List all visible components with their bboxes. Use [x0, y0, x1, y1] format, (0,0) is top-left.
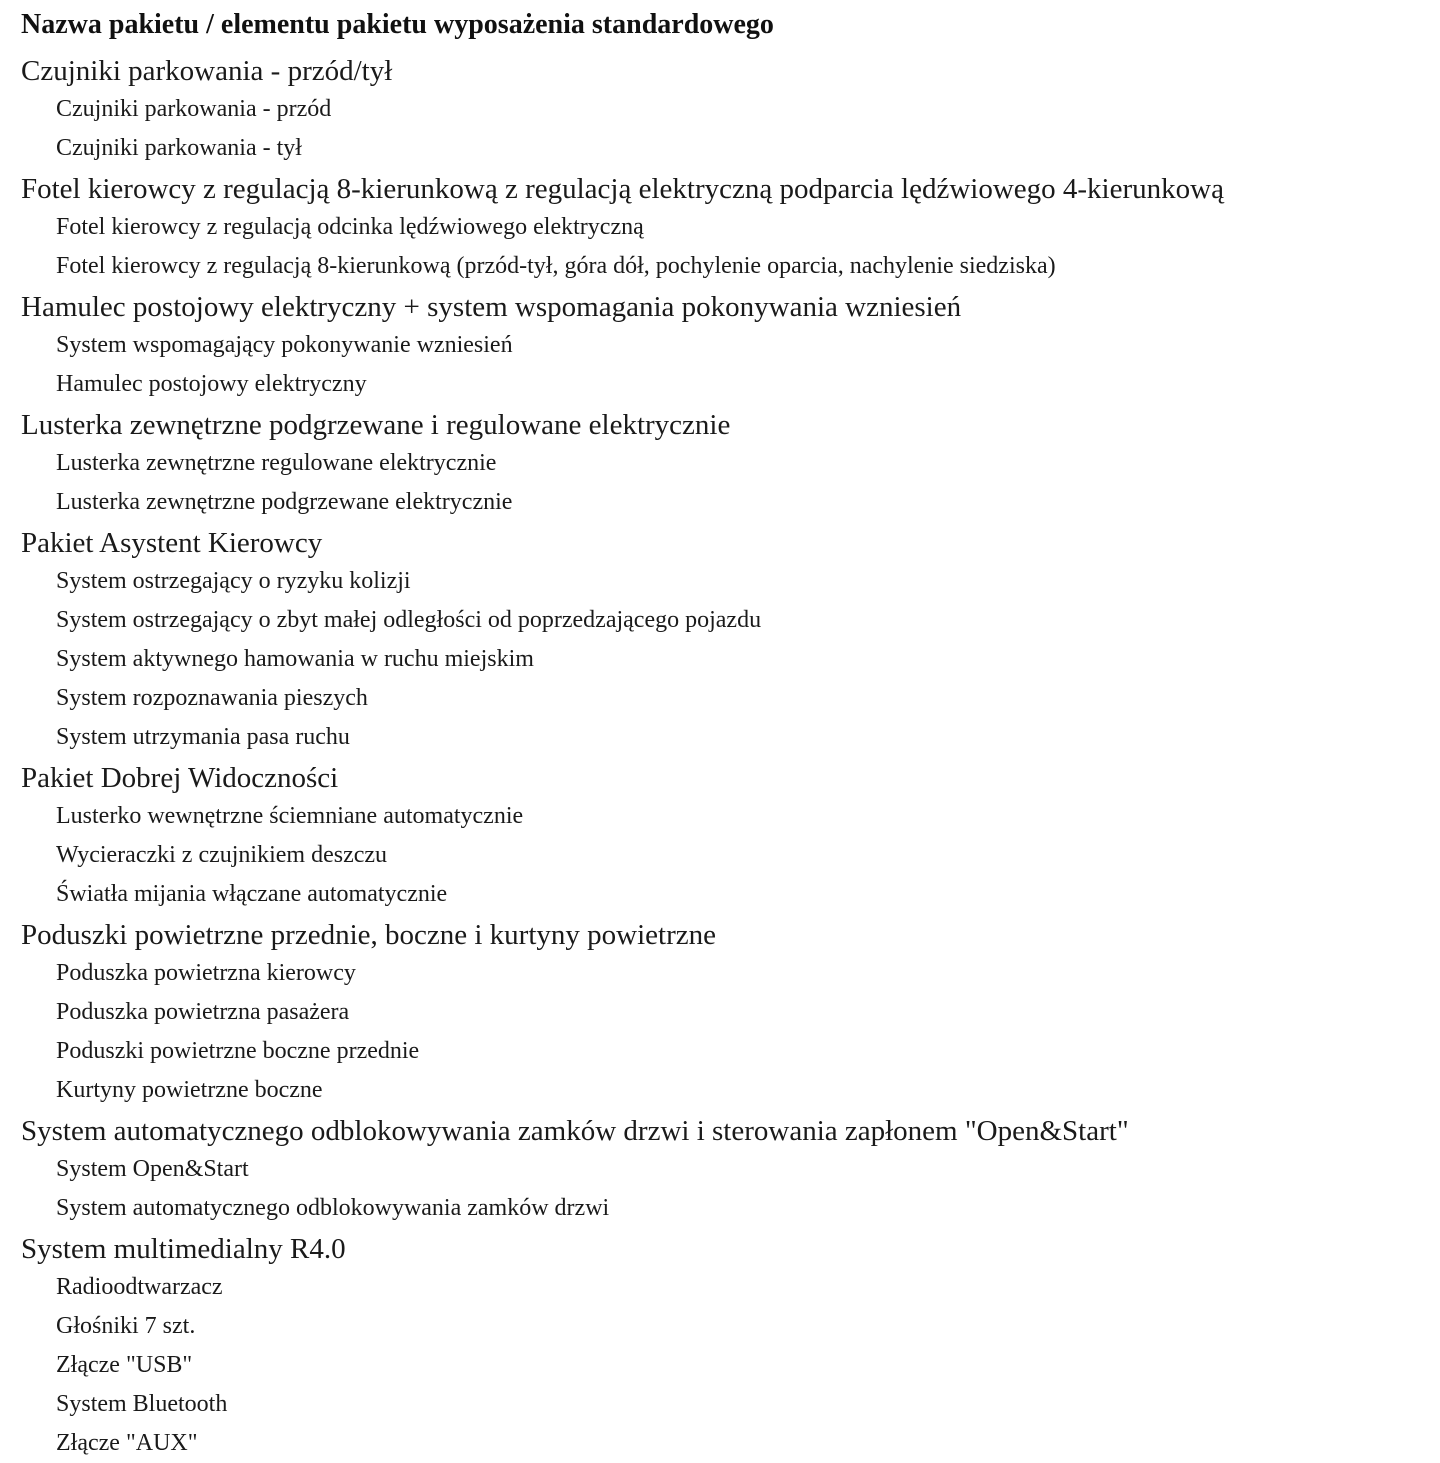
- package-item: System rozpoznawania pieszych: [56, 685, 368, 711]
- package-item: Złącze "USB": [56, 1352, 193, 1378]
- package-section: [21, 759, 1431, 914]
- package-section: [21, 916, 1431, 1110]
- package-items: [21, 1268, 1431, 1463]
- package-item: Światła mijania włączane automatycznie: [56, 881, 448, 907]
- package-items: [21, 1150, 1431, 1228]
- package-item: System ostrzegający o ryzyku kolizji: [56, 568, 411, 594]
- package-title: Poduszki powietrzne przednie, boczne i kurtyny powietrzne: [21, 919, 716, 951]
- package-item: System wspomagający pokonywanie wzniesień: [56, 332, 513, 358]
- package-items: [21, 797, 1431, 914]
- package-title: Fotel kierowcy z regulacją 8-kierunkową z regulacją elektryczną podparcia lędźwiowego 4-kierunkową: [21, 173, 1224, 205]
- package-item: Złącze "AUX": [56, 1430, 198, 1456]
- package-item: Lusterka zewnętrzne podgrzewane elektrycznie: [56, 489, 513, 515]
- package-item: System ostrzegający o zbyt małej odległości od poprzedzającego pojazdu: [56, 607, 762, 633]
- package-section: [21, 1230, 1431, 1463]
- package-item: System aktywnego hamowania w ruchu miejskim: [56, 646, 534, 672]
- package-title: Hamulec postojowy elektryczny + system wspomagania pokonywania wzniesień: [21, 291, 962, 323]
- package-item: Hamulec postojowy elektryczny: [56, 371, 367, 397]
- package-list: [21, 52, 1431, 1463]
- package-items: [21, 326, 1431, 404]
- package-section: [21, 52, 1431, 168]
- package-section: [21, 524, 1431, 757]
- package-title: Lusterka zewnętrzne podgrzewane i regulowane elektrycznie: [21, 409, 731, 441]
- page-title: Nazwa pakietu / elementu pakietu wyposażenia standardowego: [21, 9, 774, 40]
- package-item: Fotel kierowcy z regulacją odcinka lędźwiowego elektryczną: [56, 214, 644, 240]
- package-section: [21, 406, 1431, 522]
- package-items: [21, 954, 1431, 1110]
- package-item: System automatycznego odblokowywania zamków drzwi: [56, 1195, 610, 1221]
- package-item: Lusterko wewnętrzne ściemniane automatycznie: [56, 803, 524, 829]
- package-item: Poduszka powietrzna pasażera: [56, 999, 350, 1025]
- package-item: System utrzymania pasa ruchu: [56, 724, 350, 750]
- package-title: Pakiet Dobrej Widoczności: [21, 762, 339, 794]
- package-item: Czujniki parkowania - przód: [56, 96, 332, 122]
- package-item: Głośniki 7 szt.: [56, 1313, 196, 1339]
- package-item: System Open&Start: [56, 1156, 249, 1182]
- package-items: [21, 90, 1431, 168]
- package-title: System automatycznego odblokowywania zamków drzwi i sterowania zapłonem "Open&Start": [21, 1115, 1129, 1147]
- equipment-document: [21, 0, 1431, 1463]
- package-title: System multimedialny R4.0: [21, 1233, 346, 1265]
- package-items: [21, 208, 1431, 286]
- package-item: Lusterka zewnętrzne regulowane elektrycznie: [56, 450, 497, 476]
- package-item: Fotel kierowcy z regulacją 8-kierunkową (przód-tył, góra dół, pochylenie oparcia, nachylenie siedziska): [56, 253, 1056, 279]
- package-items: [21, 562, 1431, 757]
- package-section: [21, 1112, 1431, 1228]
- package-item: System Bluetooth: [56, 1391, 228, 1417]
- package-item: Czujniki parkowania - tył: [56, 135, 302, 161]
- package-item: Kurtyny powietrzne boczne: [56, 1077, 323, 1103]
- package-items: [21, 444, 1431, 522]
- package-item: Poduszka powietrzna kierowcy: [56, 960, 356, 986]
- package-section: [21, 170, 1431, 286]
- package-title: Pakiet Asystent Kierowcy: [21, 527, 323, 559]
- package-item: Poduszki powietrzne boczne przednie: [56, 1038, 420, 1064]
- package-item: Wycieraczki z czujnikiem deszczu: [56, 842, 388, 868]
- package-title: Czujniki parkowania - przód/tył: [21, 55, 393, 87]
- package-item: Radioodtwarzacz: [56, 1274, 223, 1300]
- package-section: [21, 288, 1431, 404]
